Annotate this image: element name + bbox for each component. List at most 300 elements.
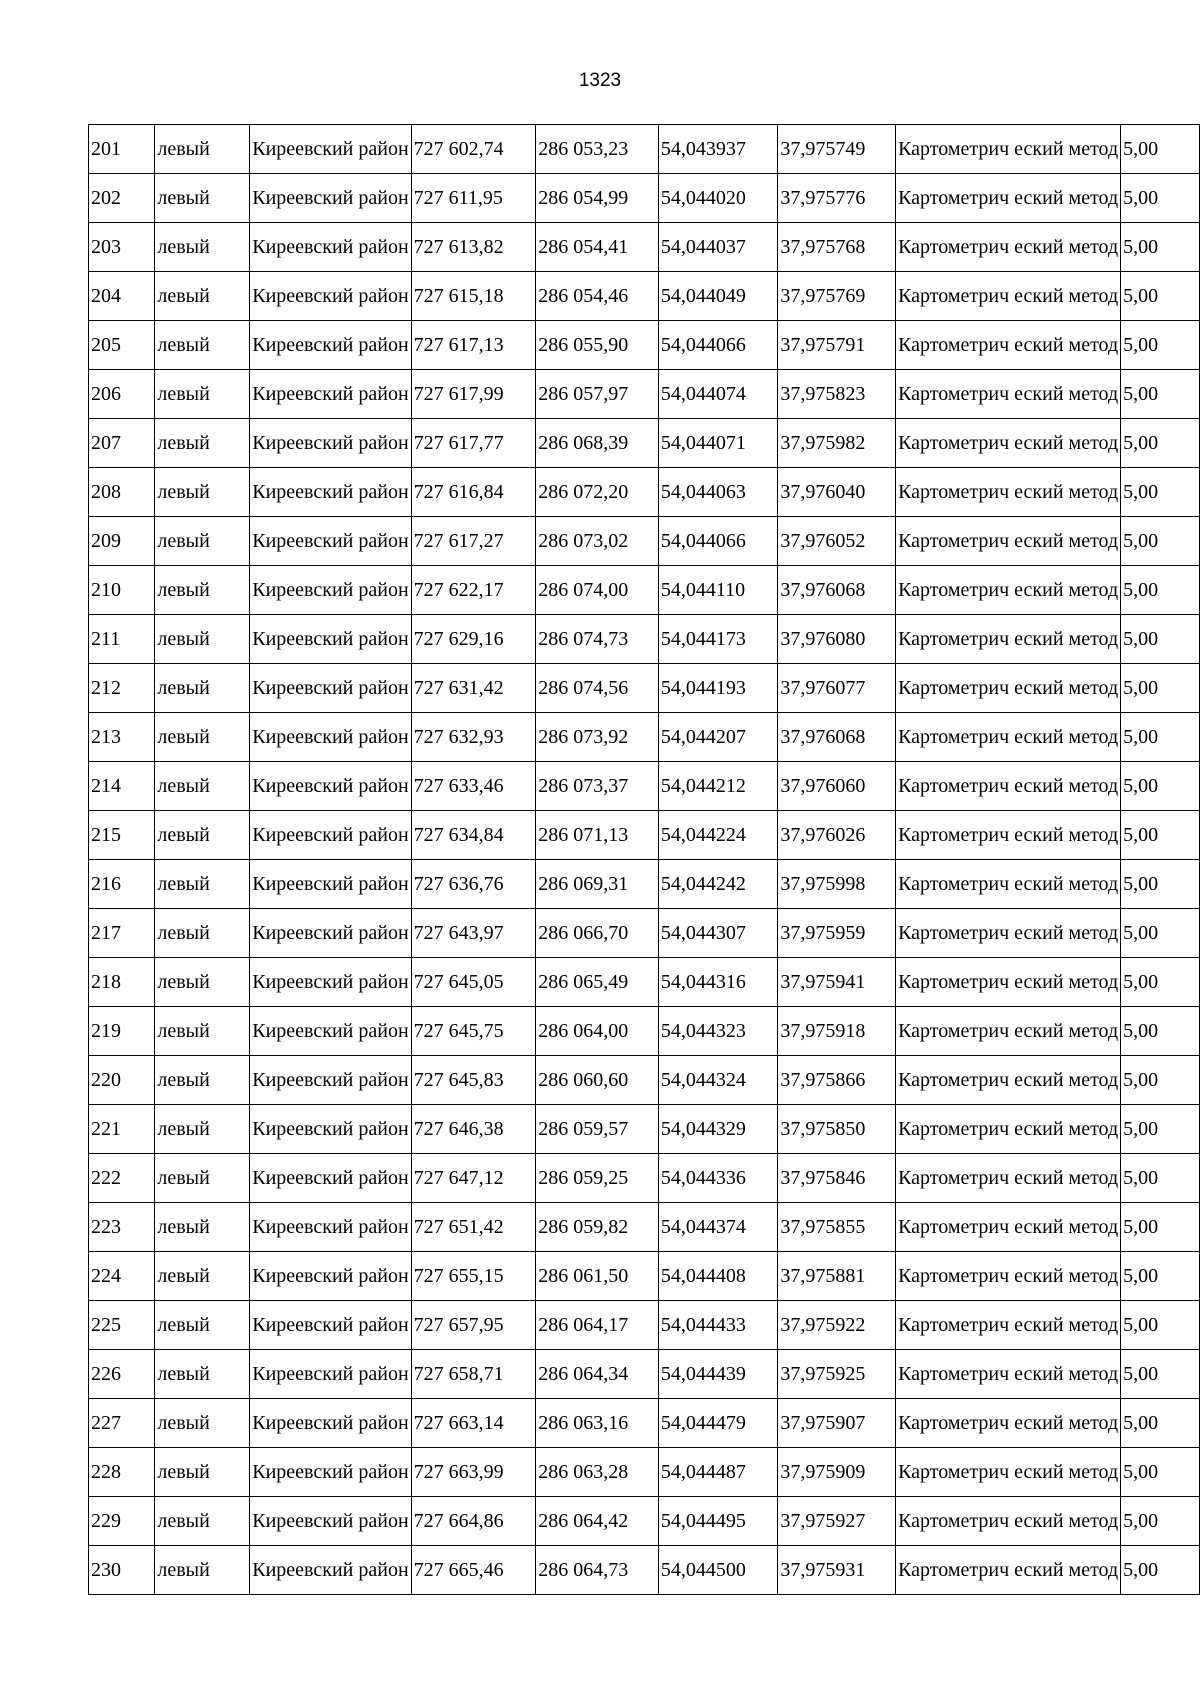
method-cell: Картометрич еский метод [896, 1546, 1121, 1595]
accuracy-cell: 5,00 [1121, 1546, 1200, 1595]
point-number-cell: 217 [89, 909, 155, 958]
side-cell: левый [155, 370, 250, 419]
district-cell: Киреевский район [250, 762, 411, 811]
side-cell: левый [155, 468, 250, 517]
district-cell: Киреевский район [250, 1546, 411, 1595]
side-cell: левый [155, 909, 250, 958]
side-cell: левый [155, 1350, 250, 1399]
latitude-cell: 54,044316 [658, 958, 778, 1007]
longitude-cell: 37,975749 [778, 125, 896, 174]
y-coordinate-cell: 286 054,46 [536, 272, 659, 321]
district-cell: Киреевский район [250, 1007, 411, 1056]
y-coordinate-cell: 286 065,49 [536, 958, 659, 1007]
latitude-cell: 54,044324 [658, 1056, 778, 1105]
table-row [89, 321, 1200, 370]
y-coordinate-cell: 286 066,70 [536, 909, 659, 958]
side-cell: левый [155, 517, 250, 566]
latitude-cell: 54,044408 [658, 1252, 778, 1301]
table-row [89, 664, 1200, 713]
y-coordinate-cell: 286 064,00 [536, 1007, 659, 1056]
longitude-cell: 37,975823 [778, 370, 896, 419]
district-cell: Киреевский район [250, 1154, 411, 1203]
method-cell: Картометрич еский метод [896, 664, 1121, 713]
method-cell: Картометрич еский метод [896, 1056, 1121, 1105]
side-cell: левый [155, 1105, 250, 1154]
longitude-cell: 37,976068 [778, 713, 896, 762]
point-number-cell: 213 [89, 713, 155, 762]
x-coordinate-cell: 727 663,99 [411, 1448, 536, 1497]
table-row [89, 517, 1200, 566]
accuracy-cell: 5,00 [1121, 174, 1200, 223]
x-coordinate-cell: 727 657,95 [411, 1301, 536, 1350]
longitude-cell: 37,975941 [778, 958, 896, 1007]
side-cell: левый [155, 566, 250, 615]
x-coordinate-cell: 727 645,75 [411, 1007, 536, 1056]
longitude-cell: 37,975927 [778, 1497, 896, 1546]
longitude-cell: 37,976077 [778, 664, 896, 713]
table-row [89, 370, 1200, 419]
district-cell: Киреевский район [250, 1252, 411, 1301]
table-row [89, 909, 1200, 958]
y-coordinate-cell: 286 073,92 [536, 713, 659, 762]
district-cell: Киреевский район [250, 1497, 411, 1546]
table-row [89, 125, 1200, 174]
side-cell: левый [155, 272, 250, 321]
side-cell: левый [155, 664, 250, 713]
table-row [89, 1301, 1200, 1350]
longitude-cell: 37,975982 [778, 419, 896, 468]
district-cell: Киреевский район [250, 370, 411, 419]
method-cell: Картометрич еский метод [896, 762, 1121, 811]
x-coordinate-cell: 727 645,83 [411, 1056, 536, 1105]
y-coordinate-cell: 286 059,57 [536, 1105, 659, 1154]
district-cell: Киреевский район [250, 1399, 411, 1448]
method-cell: Картометрич еский метод [896, 1350, 1121, 1399]
table-row [89, 1497, 1200, 1546]
latitude-cell: 54,044212 [658, 762, 778, 811]
point-number-cell: 221 [89, 1105, 155, 1154]
table-row [89, 1007, 1200, 1056]
table-row [89, 419, 1200, 468]
y-coordinate-cell: 286 073,37 [536, 762, 659, 811]
point-number-cell: 205 [89, 321, 155, 370]
latitude-cell: 54,044207 [658, 713, 778, 762]
method-cell: Картометрич еский метод [896, 517, 1121, 566]
latitude-cell: 54,044336 [658, 1154, 778, 1203]
table-row [89, 762, 1200, 811]
method-cell: Картометрич еский метод [896, 1448, 1121, 1497]
table-row [89, 1350, 1200, 1399]
method-cell: Картометрич еский метод [896, 1301, 1121, 1350]
longitude-cell: 37,975776 [778, 174, 896, 223]
accuracy-cell: 5,00 [1121, 272, 1200, 321]
accuracy-cell: 5,00 [1121, 125, 1200, 174]
district-cell: Киреевский район [250, 1350, 411, 1399]
latitude-cell: 54,044439 [658, 1350, 778, 1399]
longitude-cell: 37,975959 [778, 909, 896, 958]
table-row [89, 1056, 1200, 1105]
point-number-cell: 230 [89, 1546, 155, 1595]
y-coordinate-cell: 286 054,99 [536, 174, 659, 223]
district-cell: Киреевский район [250, 125, 411, 174]
longitude-cell: 37,976026 [778, 811, 896, 860]
district-cell: Киреевский район [250, 272, 411, 321]
district-cell: Киреевский район [250, 1301, 411, 1350]
accuracy-cell: 5,00 [1121, 1203, 1200, 1252]
page-number: 1323 [578, 70, 622, 91]
district-cell: Киреевский район [250, 1056, 411, 1105]
table-row [89, 174, 1200, 223]
y-coordinate-cell: 286 071,13 [536, 811, 659, 860]
y-coordinate-cell: 286 074,73 [536, 615, 659, 664]
table-row [89, 1154, 1200, 1203]
x-coordinate-cell: 727 663,14 [411, 1399, 536, 1448]
x-coordinate-cell: 727 645,05 [411, 958, 536, 1007]
y-coordinate-cell: 286 053,23 [536, 125, 659, 174]
longitude-cell: 37,975769 [778, 272, 896, 321]
method-cell: Картометрич еский метод [896, 1154, 1121, 1203]
longitude-cell: 37,975998 [778, 860, 896, 909]
accuracy-cell: 5,00 [1121, 1252, 1200, 1301]
latitude-cell: 54,044049 [658, 272, 778, 321]
point-number-cell: 207 [89, 419, 155, 468]
table-row [89, 223, 1200, 272]
side-cell: левый [155, 321, 250, 370]
method-cell: Картометрич еский метод [896, 1252, 1121, 1301]
table-row [89, 860, 1200, 909]
y-coordinate-cell: 286 054,41 [536, 223, 659, 272]
method-cell: Картометрич еский метод [896, 370, 1121, 419]
point-number-cell: 214 [89, 762, 155, 811]
method-cell: Картометрич еский метод [896, 1203, 1121, 1252]
table-row [89, 713, 1200, 762]
point-number-cell: 215 [89, 811, 155, 860]
district-cell: Киреевский район [250, 909, 411, 958]
longitude-cell: 37,975846 [778, 1154, 896, 1203]
side-cell: левый [155, 713, 250, 762]
latitude-cell: 54,044063 [658, 468, 778, 517]
side-cell: левый [155, 811, 250, 860]
point-number-cell: 220 [89, 1056, 155, 1105]
x-coordinate-cell: 727 647,12 [411, 1154, 536, 1203]
accuracy-cell: 5,00 [1121, 811, 1200, 860]
x-coordinate-cell: 727 636,76 [411, 860, 536, 909]
longitude-cell: 37,976040 [778, 468, 896, 517]
district-cell: Киреевский район [250, 1203, 411, 1252]
side-cell: левый [155, 615, 250, 664]
accuracy-cell: 5,00 [1121, 1154, 1200, 1203]
longitude-cell: 37,976052 [778, 517, 896, 566]
y-coordinate-cell: 286 064,73 [536, 1546, 659, 1595]
x-coordinate-cell: 727 651,42 [411, 1203, 536, 1252]
y-coordinate-cell: 286 055,90 [536, 321, 659, 370]
point-number-cell: 209 [89, 517, 155, 566]
district-cell: Киреевский район [250, 419, 411, 468]
side-cell: левый [155, 1007, 250, 1056]
table-row [89, 468, 1200, 517]
accuracy-cell: 5,00 [1121, 615, 1200, 664]
y-coordinate-cell: 286 068,39 [536, 419, 659, 468]
district-cell: Киреевский район [250, 1105, 411, 1154]
method-cell: Картометрич еский метод [896, 811, 1121, 860]
y-coordinate-cell: 286 064,17 [536, 1301, 659, 1350]
table-row [89, 1546, 1200, 1595]
method-cell: Картометрич еский метод [896, 174, 1121, 223]
side-cell: левый [155, 1497, 250, 1546]
x-coordinate-cell: 727 664,86 [411, 1497, 536, 1546]
table-body [89, 125, 1200, 1595]
district-cell: Киреевский район [250, 811, 411, 860]
longitude-cell: 37,975881 [778, 1252, 896, 1301]
side-cell: левый [155, 1399, 250, 1448]
latitude-cell: 54,044495 [658, 1497, 778, 1546]
side-cell: левый [155, 762, 250, 811]
longitude-cell: 37,975907 [778, 1399, 896, 1448]
method-cell: Картометрич еский метод [896, 958, 1121, 1007]
y-coordinate-cell: 286 061,50 [536, 1252, 659, 1301]
accuracy-cell: 5,00 [1121, 1105, 1200, 1154]
table-row [89, 811, 1200, 860]
method-cell: Картометрич еский метод [896, 223, 1121, 272]
point-number-cell: 212 [89, 664, 155, 713]
point-number-cell: 227 [89, 1399, 155, 1448]
table-row [89, 1399, 1200, 1448]
district-cell: Киреевский район [250, 174, 411, 223]
latitude-cell: 54,044307 [658, 909, 778, 958]
x-coordinate-cell: 727 634,84 [411, 811, 536, 860]
side-cell: левый [155, 174, 250, 223]
district-cell: Киреевский район [250, 468, 411, 517]
side-cell: левый [155, 125, 250, 174]
side-cell: левый [155, 1203, 250, 1252]
coordinates-table [88, 124, 1200, 1595]
y-coordinate-cell: 286 063,16 [536, 1399, 659, 1448]
accuracy-cell: 5,00 [1121, 860, 1200, 909]
x-coordinate-cell: 727 643,97 [411, 909, 536, 958]
point-number-cell: 225 [89, 1301, 155, 1350]
method-cell: Картометрич еский метод [896, 272, 1121, 321]
x-coordinate-cell: 727 617,77 [411, 419, 536, 468]
longitude-cell: 37,975866 [778, 1056, 896, 1105]
point-number-cell: 210 [89, 566, 155, 615]
method-cell: Картометрич еский метод [896, 909, 1121, 958]
longitude-cell: 37,975909 [778, 1448, 896, 1497]
district-cell: Киреевский район [250, 958, 411, 1007]
longitude-cell: 37,975855 [778, 1203, 896, 1252]
accuracy-cell: 5,00 [1121, 1399, 1200, 1448]
method-cell: Картометрич еский метод [896, 713, 1121, 762]
side-cell: левый [155, 1154, 250, 1203]
longitude-cell: 37,975918 [778, 1007, 896, 1056]
side-cell: левый [155, 223, 250, 272]
accuracy-cell: 5,00 [1121, 1497, 1200, 1546]
longitude-cell: 37,975931 [778, 1546, 896, 1595]
side-cell: левый [155, 1448, 250, 1497]
latitude-cell: 54,044487 [658, 1448, 778, 1497]
y-coordinate-cell: 286 060,60 [536, 1056, 659, 1105]
accuracy-cell: 5,00 [1121, 1007, 1200, 1056]
latitude-cell: 54,044500 [658, 1546, 778, 1595]
method-cell: Картометрич еский метод [896, 1007, 1121, 1056]
latitude-cell: 54,044066 [658, 517, 778, 566]
side-cell: левый [155, 1301, 250, 1350]
table-row [89, 615, 1200, 664]
longitude-cell: 37,975791 [778, 321, 896, 370]
point-number-cell: 218 [89, 958, 155, 1007]
x-coordinate-cell: 727 611,95 [411, 174, 536, 223]
x-coordinate-cell: 727 633,46 [411, 762, 536, 811]
accuracy-cell: 5,00 [1121, 223, 1200, 272]
x-coordinate-cell: 727 646,38 [411, 1105, 536, 1154]
x-coordinate-cell: 727 617,13 [411, 321, 536, 370]
latitude-cell: 54,044071 [658, 419, 778, 468]
latitude-cell: 54,044173 [658, 615, 778, 664]
longitude-cell: 37,975925 [778, 1350, 896, 1399]
accuracy-cell: 5,00 [1121, 762, 1200, 811]
accuracy-cell: 5,00 [1121, 468, 1200, 517]
latitude-cell: 54,043937 [658, 125, 778, 174]
y-coordinate-cell: 286 074,56 [536, 664, 659, 713]
latitude-cell: 54,044329 [658, 1105, 778, 1154]
latitude-cell: 54,044323 [658, 1007, 778, 1056]
table-row [89, 1448, 1200, 1497]
side-cell: левый [155, 958, 250, 1007]
side-cell: левый [155, 419, 250, 468]
x-coordinate-cell: 727 617,99 [411, 370, 536, 419]
y-coordinate-cell: 286 072,20 [536, 468, 659, 517]
table-row [89, 1105, 1200, 1154]
district-cell: Киреевский район [250, 321, 411, 370]
accuracy-cell: 5,00 [1121, 1350, 1200, 1399]
point-number-cell: 202 [89, 174, 155, 223]
y-coordinate-cell: 286 064,34 [536, 1350, 659, 1399]
accuracy-cell: 5,00 [1121, 517, 1200, 566]
point-number-cell: 222 [89, 1154, 155, 1203]
side-cell: левый [155, 1252, 250, 1301]
method-cell: Картометрич еский метод [896, 615, 1121, 664]
accuracy-cell: 5,00 [1121, 1056, 1200, 1105]
y-coordinate-cell: 286 073,02 [536, 517, 659, 566]
y-coordinate-cell: 286 063,28 [536, 1448, 659, 1497]
point-number-cell: 211 [89, 615, 155, 664]
side-cell: левый [155, 1546, 250, 1595]
district-cell: Киреевский район [250, 664, 411, 713]
accuracy-cell: 5,00 [1121, 321, 1200, 370]
x-coordinate-cell: 727 615,18 [411, 272, 536, 321]
point-number-cell: 206 [89, 370, 155, 419]
district-cell: Киреевский район [250, 860, 411, 909]
method-cell: Картометрич еский метод [896, 125, 1121, 174]
district-cell: Киреевский район [250, 1448, 411, 1497]
latitude-cell: 54,044066 [658, 321, 778, 370]
district-cell: Киреевский район [250, 566, 411, 615]
latitude-cell: 54,044074 [658, 370, 778, 419]
longitude-cell: 37,975850 [778, 1105, 896, 1154]
longitude-cell: 37,976060 [778, 762, 896, 811]
x-coordinate-cell: 727 613,82 [411, 223, 536, 272]
x-coordinate-cell: 727 665,46 [411, 1546, 536, 1595]
point-number-cell: 223 [89, 1203, 155, 1252]
method-cell: Картометрич еский метод [896, 468, 1121, 517]
method-cell: Картометрич еский метод [896, 1497, 1121, 1546]
district-cell: Киреевский район [250, 223, 411, 272]
latitude-cell: 54,044224 [658, 811, 778, 860]
accuracy-cell: 5,00 [1121, 909, 1200, 958]
latitude-cell: 54,044110 [658, 566, 778, 615]
district-cell: Киреевский район [250, 517, 411, 566]
point-number-cell: 201 [89, 125, 155, 174]
longitude-cell: 37,975922 [778, 1301, 896, 1350]
method-cell: Картометрич еский метод [896, 860, 1121, 909]
method-cell: Картометрич еский метод [896, 1399, 1121, 1448]
method-cell: Картометрич еский метод [896, 321, 1121, 370]
accuracy-cell: 5,00 [1121, 958, 1200, 1007]
table-row [89, 1203, 1200, 1252]
accuracy-cell: 5,00 [1121, 566, 1200, 615]
point-number-cell: 216 [89, 860, 155, 909]
x-coordinate-cell: 727 631,42 [411, 664, 536, 713]
x-coordinate-cell: 727 658,71 [411, 1350, 536, 1399]
y-coordinate-cell: 286 074,00 [536, 566, 659, 615]
point-number-cell: 208 [89, 468, 155, 517]
district-cell: Киреевский район [250, 713, 411, 762]
point-number-cell: 229 [89, 1497, 155, 1546]
table-row [89, 566, 1200, 615]
accuracy-cell: 5,00 [1121, 1301, 1200, 1350]
accuracy-cell: 5,00 [1121, 713, 1200, 762]
latitude-cell: 54,044374 [658, 1203, 778, 1252]
x-coordinate-cell: 727 655,15 [411, 1252, 536, 1301]
longitude-cell: 37,976068 [778, 566, 896, 615]
x-coordinate-cell: 727 622,17 [411, 566, 536, 615]
side-cell: левый [155, 1056, 250, 1105]
latitude-cell: 54,044193 [658, 664, 778, 713]
latitude-cell: 54,044037 [658, 223, 778, 272]
latitude-cell: 54,044020 [658, 174, 778, 223]
point-number-cell: 224 [89, 1252, 155, 1301]
longitude-cell: 37,976080 [778, 615, 896, 664]
x-coordinate-cell: 727 617,27 [411, 517, 536, 566]
accuracy-cell: 5,00 [1121, 664, 1200, 713]
x-coordinate-cell: 727 602,74 [411, 125, 536, 174]
latitude-cell: 54,044242 [658, 860, 778, 909]
x-coordinate-cell: 727 632,93 [411, 713, 536, 762]
method-cell: Картометрич еский метод [896, 566, 1121, 615]
method-cell: Картометрич еский метод [896, 419, 1121, 468]
point-number-cell: 228 [89, 1448, 155, 1497]
side-cell: левый [155, 860, 250, 909]
accuracy-cell: 5,00 [1121, 1448, 1200, 1497]
district-cell: Киреевский район [250, 615, 411, 664]
x-coordinate-cell: 727 629,16 [411, 615, 536, 664]
point-number-cell: 219 [89, 1007, 155, 1056]
accuracy-cell: 5,00 [1121, 370, 1200, 419]
point-number-cell: 226 [89, 1350, 155, 1399]
latitude-cell: 54,044433 [658, 1301, 778, 1350]
x-coordinate-cell: 727 616,84 [411, 468, 536, 517]
longitude-cell: 37,975768 [778, 223, 896, 272]
table-row [89, 272, 1200, 321]
y-coordinate-cell: 286 064,42 [536, 1497, 659, 1546]
table-row [89, 958, 1200, 1007]
table-row [89, 1252, 1200, 1301]
latitude-cell: 54,044479 [658, 1399, 778, 1448]
y-coordinate-cell: 286 057,97 [536, 370, 659, 419]
method-cell: Картометрич еский метод [896, 1105, 1121, 1154]
point-number-cell: 204 [89, 272, 155, 321]
accuracy-cell: 5,00 [1121, 419, 1200, 468]
y-coordinate-cell: 286 059,82 [536, 1203, 659, 1252]
